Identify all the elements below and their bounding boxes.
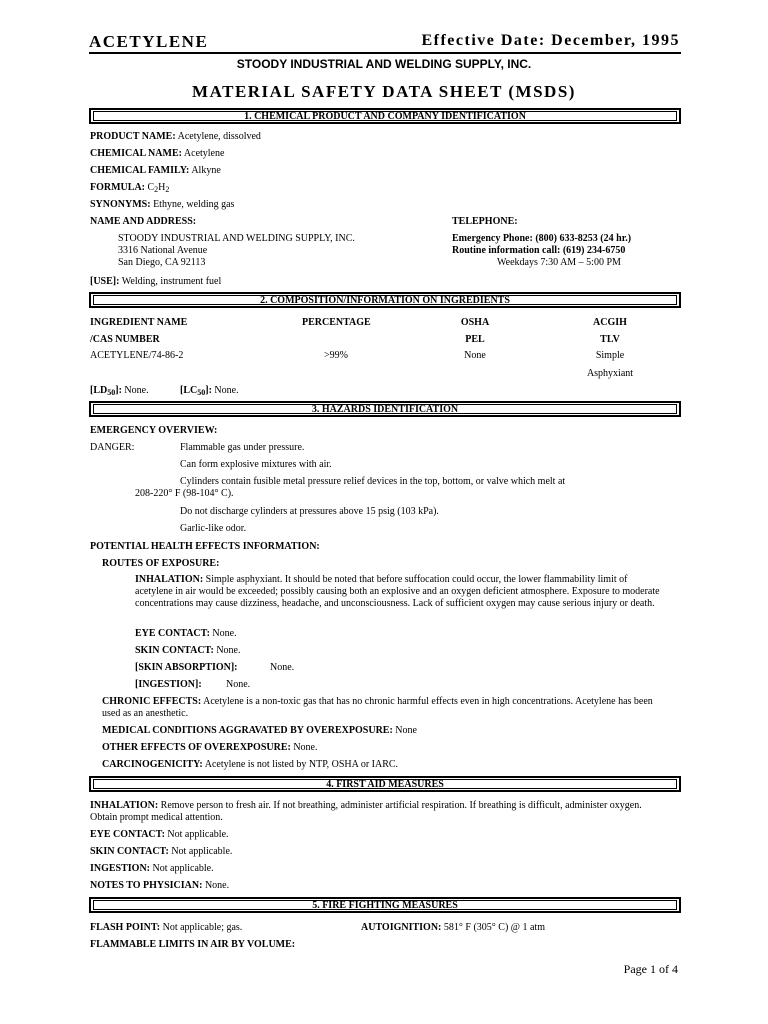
inhalation-label: INHALATION:: [135, 574, 204, 585]
first-aid-inhalation-label: INHALATION:: [90, 800, 159, 811]
danger-line-1: Flammable gas under pressure.: [180, 442, 305, 453]
telephone-label: TELEPHONE:: [452, 216, 518, 227]
ld50-sub: 50: [107, 388, 116, 397]
autoignition-label: AUTOIGNITION:: [361, 922, 442, 933]
flammable-limits-label: FLAMMABLE LIMITS IN AIR BY VOLUME:: [90, 939, 296, 950]
header-effective-date: Effective Date: December, 1995: [421, 32, 680, 49]
first-aid-skin-label: SKIN CONTACT:: [90, 846, 169, 857]
medical-conditions-row: [102, 725, 417, 737]
header-rule: [89, 52, 681, 54]
use-label: [USE]:: [90, 276, 120, 287]
other-effects-label: OTHER EFFECTS OF OVEREXPOSURE:: [102, 742, 291, 753]
medical-conditions-value: None: [395, 725, 417, 736]
chronic-effects-label: CHRONIC EFFECTS:: [102, 696, 202, 707]
address-line-2: 3316 National Avenue: [118, 245, 208, 256]
row-percentage: >99%: [324, 350, 348, 361]
synonyms-value: Ethyne, welding gas: [153, 199, 235, 210]
emergency-overview-label: EMERGENCY OVERVIEW:: [90, 425, 218, 436]
col-pel: PEL: [465, 334, 485, 345]
ld50-close: ]:: [115, 385, 122, 396]
eye-contact-label: EYE CONTACT:: [135, 628, 210, 639]
address-line-3: San Diego, CA 92113: [118, 257, 206, 268]
first-aid-eye-value: Not applicable.: [167, 829, 229, 840]
formula-h-sub: 2: [165, 185, 170, 194]
first-aid-ingestion-label: INGESTION:: [90, 863, 151, 874]
ingestion-value: None.: [226, 679, 251, 690]
flash-point-label: FLASH POINT:: [90, 922, 161, 933]
inhalation-text: Simple asphyxiant. It should be noted that before suffocation could occur, the lower flammability limit of acetylene in air would be exceeded; possibly causing both an explosive and an oxygen deficient atmosphere. Exposure to moderate concentrations may cause dizziness, headache, and unconsciousness. Lack of sufficient oxygen may cause serious injury or death.: [135, 574, 660, 609]
chemical-name-row: [90, 148, 224, 160]
notes-physician-row: [90, 880, 229, 892]
medical-conditions-label: MEDICAL CONDITIONS AGGRAVATED BY OVEREXPOSURE:: [102, 725, 393, 736]
formula-row: [90, 182, 169, 194]
first-aid-skin-row: [90, 846, 232, 858]
formula-label: FORMULA:: [90, 182, 145, 193]
section-2-title: 2. COMPOSITION/INFORMATION ON INGREDIENTS: [93, 295, 677, 305]
routes-label: ROUTES OF EXPOSURE:: [102, 558, 220, 569]
lc50-close: ]:: [205, 385, 212, 396]
eye-contact-row: [135, 628, 237, 640]
ld50-label: [LD: [90, 385, 108, 396]
first-aid-inhalation-text: Remove person to fresh air. If not breathing, administer artificial respiration. If breathing is difficult, administer oxygen. Obtain prompt medical attention.: [90, 800, 642, 823]
section-4-header: [89, 776, 681, 792]
use-value: Welding, instrument fuel: [121, 276, 222, 287]
row-acgih-1: Simple: [595, 350, 625, 361]
office-hours: Weekdays 7:30 AM – 5:00 PM: [497, 257, 621, 268]
product-name-row: [90, 131, 261, 143]
col-ingredient-name: INGREDIENT NAME: [90, 317, 188, 328]
danger-line-4: Do not discharge cylinders at pressures above 15 psig (103 kPa).: [180, 506, 439, 517]
inhalation-effects: [135, 574, 667, 610]
page-number: Page 1 of 4: [623, 962, 678, 976]
eye-contact-value: None.: [212, 628, 237, 639]
chemical-family-label: CHEMICAL FAMILY:: [90, 165, 190, 176]
header-product: ACETYLENE: [89, 32, 209, 51]
danger-line-2: Can form explosive mixtures with air.: [180, 459, 332, 470]
section-3-title: 3. HAZARDS IDENTIFICATION: [93, 404, 677, 414]
danger-line-3a: Cylinders contain fusible metal pressure relief devices in the top, bottom, or valve which melt at: [180, 476, 566, 487]
routine-phone: Routine information call: (619) 234-6750: [452, 245, 626, 256]
use-row: [90, 276, 221, 288]
col-percentage: PERCENTAGE: [302, 317, 371, 328]
carcinogenicity-row: [102, 759, 398, 771]
skin-contact-value: None.: [216, 645, 241, 656]
ingestion-row: [135, 679, 202, 691]
col-acgih: ACGIH: [593, 317, 627, 328]
ld50-row: [90, 385, 149, 397]
chemical-family-row: [90, 165, 221, 177]
skin-contact-label: SKIN CONTACT:: [135, 645, 214, 656]
name-address-label: NAME AND ADDRESS:: [90, 216, 197, 227]
skin-contact-row: [135, 645, 240, 657]
flash-point-value: Not applicable; gas.: [162, 922, 243, 933]
emergency-phone: Emergency Phone: (800) 633-8253 (24 hr.): [452, 233, 632, 244]
chronic-effects: [102, 696, 667, 720]
lc50-label: [LC: [180, 385, 198, 396]
notes-physician-value: None.: [204, 880, 230, 891]
ld50-value: None.: [124, 385, 149, 396]
header-company: STOODY INDUSTRIAL AND WELDING SUPPLY, INC.: [236, 57, 532, 71]
potential-health-label: POTENTIAL HEALTH EFFECTS INFORMATION:: [90, 541, 320, 552]
autoignition-row: [361, 922, 545, 934]
section-3-header: [89, 401, 681, 417]
first-aid-skin-value: Not applicable.: [171, 846, 233, 857]
product-name-value: Acetylene, dissolved: [177, 131, 261, 142]
col-osha: OSHA: [460, 317, 490, 328]
row-acgih-2: Asphyxiant: [586, 368, 634, 379]
formula-h: H: [158, 182, 166, 193]
danger-line-3b: 208-220° F (98-104° C).: [135, 488, 234, 499]
row-osha: None: [464, 350, 486, 361]
chemical-name-label: CHEMICAL NAME:: [90, 148, 182, 159]
carcinogenicity-value: Acetylene is not listed by NTP, OSHA or IARC.: [204, 759, 399, 770]
section-5-header: [89, 897, 681, 913]
address-line-1: STOODY INDUSTRIAL AND WELDING SUPPLY, INC.: [118, 233, 355, 244]
section-4-title: 4. FIRST AID MEASURES: [93, 779, 677, 789]
formula-c: C: [147, 182, 155, 193]
first-aid-eye-label: EYE CONTACT:: [90, 829, 165, 840]
first-aid-ingestion-value: Not applicable.: [152, 863, 214, 874]
section-5-title: 5. FIRE FIGHTING MEASURES: [93, 900, 677, 910]
ingestion-label: [INGESTION]:: [135, 679, 202, 690]
first-aid-ingestion-row: [90, 863, 214, 875]
notes-physician-label: NOTES TO PHYSICIAN:: [90, 880, 203, 891]
first-aid-eye-row: [90, 829, 229, 841]
chronic-effects-text: Acetylene is a non-toxic gas that has no chronic harmful effects even in high concentrations. Acetylene has been used as an anesthetic.: [102, 696, 653, 719]
other-effects-row: [102, 742, 318, 754]
chemical-family-value: Alkyne: [191, 165, 221, 176]
col-cas-number: /CAS NUMBER: [90, 334, 160, 345]
other-effects-value: None.: [293, 742, 318, 753]
chemical-name-value: Acetylene: [183, 148, 225, 159]
danger-line-5: Garlic-like odor.: [180, 523, 247, 534]
first-aid-inhalation: [90, 800, 670, 824]
synonyms-label: SYNONYMS:: [90, 199, 151, 210]
lc50-sub: 50: [197, 388, 206, 397]
lc50-row: [180, 385, 239, 397]
formula-c-sub: 2: [154, 185, 159, 194]
skin-absorption-row: [135, 662, 238, 674]
autoignition-value: 581° F (305° C) @ 1 atm: [443, 922, 545, 933]
document-title: MATERIAL SAFETY DATA SHEET (MSDS): [192, 82, 576, 101]
lc50-value: None.: [214, 385, 239, 396]
flash-point-row: [90, 922, 242, 934]
danger-label: DANGER:: [90, 442, 135, 453]
skin-absorption-value: None.: [270, 662, 295, 673]
skin-absorption-label: [SKIN ABSORPTION]:: [135, 662, 238, 673]
section-1-header: [89, 108, 681, 124]
section-2-header: [89, 292, 681, 308]
synonyms-row: [90, 199, 234, 211]
row-ingredient: ACETYLENE/74-86-2: [90, 350, 184, 361]
carcinogenicity-label: CARCINOGENICITY:: [102, 759, 203, 770]
section-1-title: 1. CHEMICAL PRODUCT AND COMPANY IDENTIFICATION: [93, 111, 677, 121]
product-name-label: PRODUCT NAME:: [90, 131, 176, 142]
col-tlv: TLV: [600, 334, 620, 345]
